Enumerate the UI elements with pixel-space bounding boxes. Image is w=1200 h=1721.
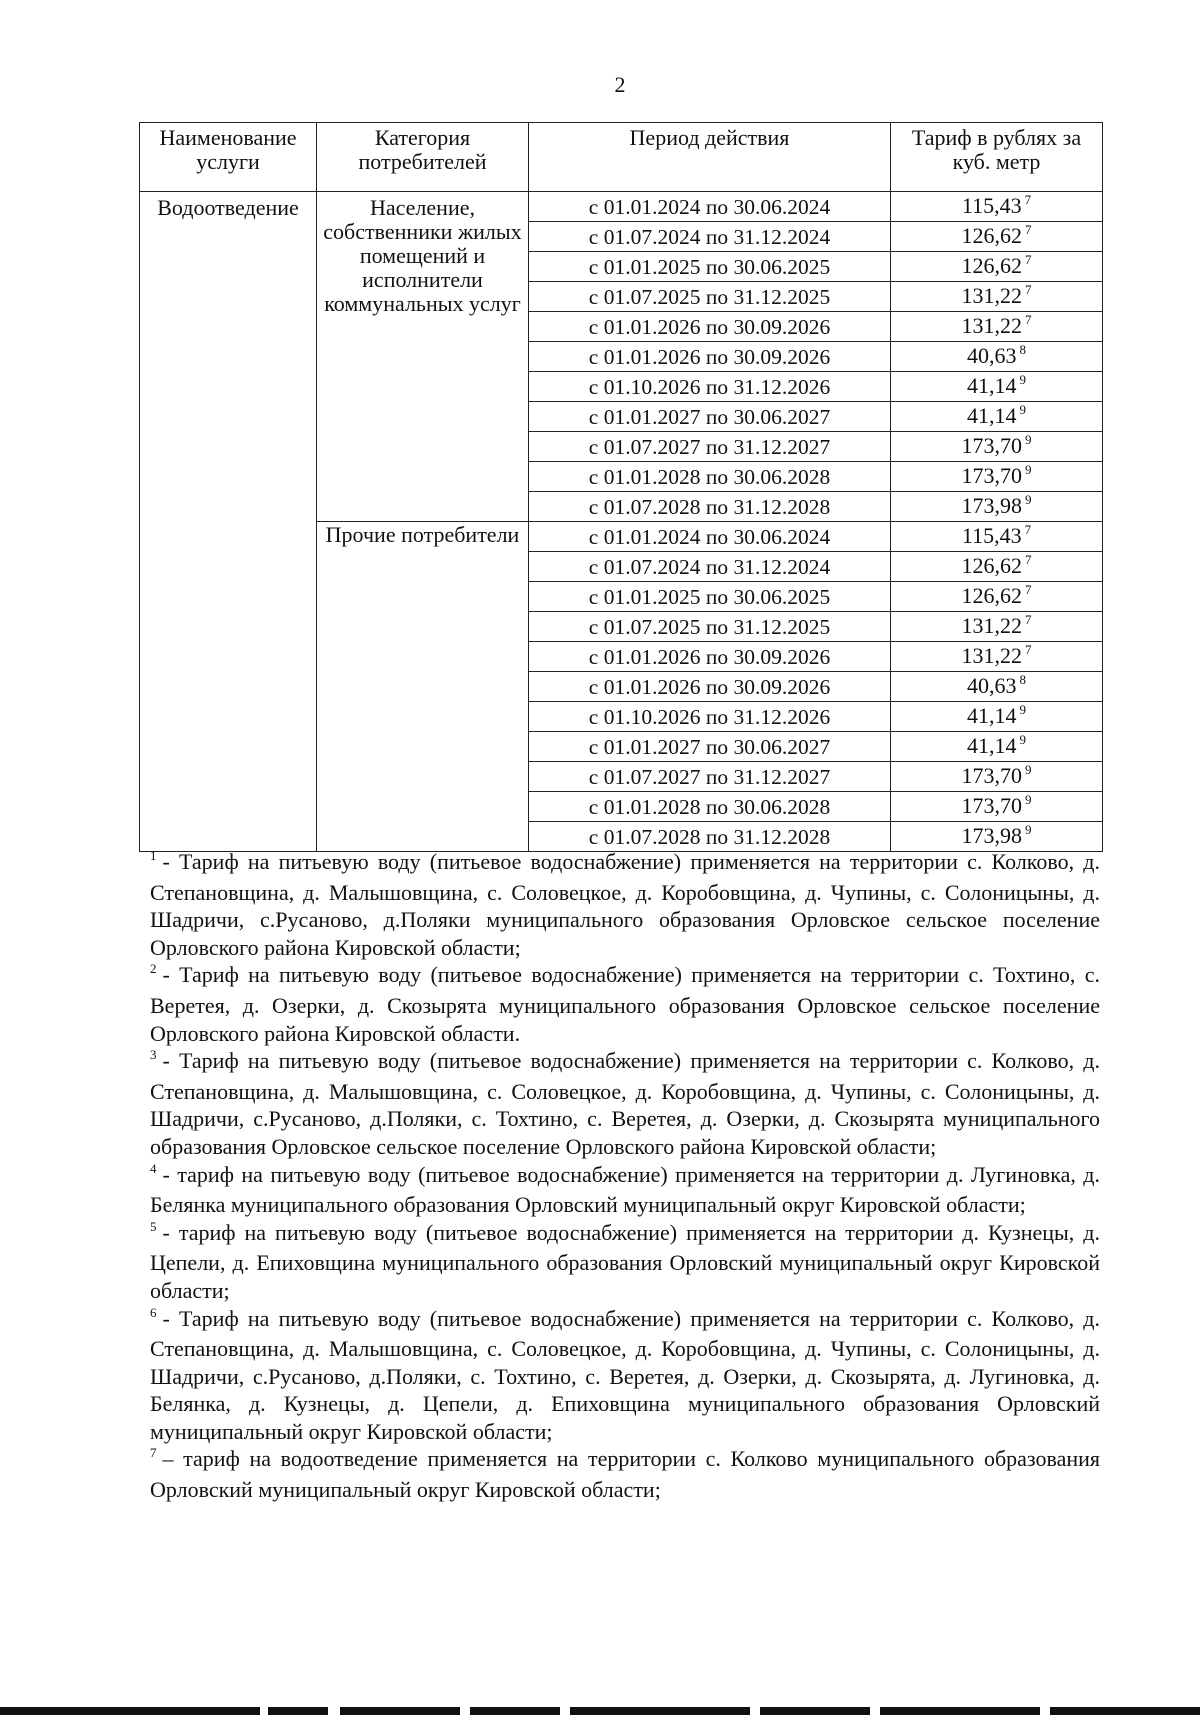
period-cell: с 01.01.2025 по 30.06.2025: [529, 582, 891, 612]
tariff-value: 173,70: [961, 432, 1022, 458]
tariff-note-ref: 7: [1025, 611, 1032, 627]
category-cell: Население, собственники жилых помещений и исполнители коммунальных услуг: [317, 192, 529, 522]
tariff-value: 131,22: [961, 312, 1022, 338]
tariff-cell: [891, 312, 1103, 342]
tariff-cell: [891, 222, 1103, 252]
footnote-text: - Тариф на питьевую воду (питьевое водоснабжение) применяется на территории с. Колково, д. Степановщина, д. Малышовщина, с. Соловецкое, д. Коробовщина, д. Чупины, с. Солоницыны, д. Шадричи, с.Русаново, д.Поляки, с. Тохтино, с. Веретея, д. Озерки, д. Скозырята, д. Лугиновка, д. Белянка, д. Кузнецы, д. Цепели, д. Епиховщина муниципального образования Орловский муниципальный округ Кировской области;: [150, 1305, 1100, 1444]
period-cell: с 01.07.2025 по 31.12.2025: [529, 282, 891, 312]
tariff-note-ref: 7: [1025, 221, 1032, 237]
tariff-cell: [891, 702, 1103, 732]
footnote-text: - тариф на питьевую воду (питьевое водоснабжение) применяется на территории д. Кузнецы, д. Цепели, д. Епиховщина муниципального образования Орловский муниципальный округ Кировской области;: [150, 1219, 1100, 1303]
tariff-value: 126,62: [961, 582, 1022, 608]
header-service: Наименование услуги: [140, 123, 317, 192]
tariff-value: 115,43: [961, 192, 1022, 218]
tariff-cell: [891, 612, 1103, 642]
scan-edge-strip: [0, 1701, 1200, 1721]
header-category: Категория потребителей: [317, 123, 529, 192]
tariff-cell: [891, 192, 1103, 222]
footnote-text: - Тариф на питьевую воду (питьевое водоснабжение) применяется на территории с. Тохтино, с. Веретея, д. Озерки, д. Скозырята муниципального образования Орловское сельское поселение Орловского района Кировской области.: [150, 962, 1100, 1046]
tariff-cell: [891, 372, 1103, 402]
tariff-value: 131,22: [961, 642, 1022, 668]
footnote: [150, 1305, 1100, 1446]
period-cell: с 01.07.2024 по 31.12.2024: [529, 222, 891, 252]
tariff-note-ref: 9: [1025, 791, 1032, 807]
footnote-number: 5: [150, 1218, 157, 1234]
period-cell: с 01.01.2024 по 30.06.2024: [529, 522, 891, 552]
tariff-cell: [891, 462, 1103, 492]
period-cell: с 01.01.2027 по 30.06.2027: [529, 402, 891, 432]
tariff-note-ref: 8: [1019, 671, 1026, 687]
tariff-cell: [891, 282, 1103, 312]
period-cell: с 01.07.2024 по 31.12.2024: [529, 552, 891, 582]
tariff-note-ref: 7: [1025, 551, 1032, 567]
tariff-note-ref: 7: [1025, 311, 1032, 327]
footnote: [150, 1047, 1100, 1160]
period-cell: с 01.01.2027 по 30.06.2027: [529, 732, 891, 762]
tariff-note-ref: 7: [1025, 281, 1032, 297]
tariff-note-ref: 9: [1025, 431, 1032, 447]
header-tariff: Тариф в рублях за куб. метр: [891, 123, 1103, 192]
tariff-cell: [891, 522, 1103, 552]
period-cell: с 01.01.2026 по 30.09.2026: [529, 672, 891, 702]
tariff-cell: [891, 402, 1103, 432]
tariff-value: 41,14: [967, 732, 1017, 758]
header-period: Период действия: [529, 123, 891, 192]
tariff-value: 173,70: [961, 762, 1022, 788]
tariff-note-ref: 9: [1019, 701, 1026, 717]
tariff-cell: [891, 432, 1103, 462]
page-number: 2: [614, 72, 626, 97]
tariff-value: 126,62: [961, 552, 1022, 578]
footnotes: [150, 848, 1100, 1504]
footnote-text: – тариф на водоотведение применяется на территории с. Колково муниципального образования Орловский муниципальный округ Кировской области;: [150, 1446, 1100, 1503]
tariff-note-ref: 9: [1025, 491, 1032, 507]
tariff-cell: [891, 342, 1103, 372]
tariff-value: 173,70: [961, 462, 1022, 488]
tariff-note-ref: 9: [1025, 761, 1032, 777]
tariff-cell: [891, 822, 1103, 852]
tariff-value: 131,22: [961, 612, 1022, 638]
period-cell: с 01.01.2026 по 30.09.2026: [529, 642, 891, 672]
tariff-value: 173,98: [961, 822, 1022, 848]
table-header-row: [140, 123, 1103, 192]
tariff-value: 126,62: [961, 222, 1022, 248]
table-body: [140, 192, 1103, 852]
footnote-number: 4: [150, 1160, 157, 1176]
tariff-note-ref: 7: [1025, 641, 1032, 657]
period-cell: с 01.07.2025 по 31.12.2025: [529, 612, 891, 642]
service-name-cell: Водоотведение: [140, 192, 317, 852]
tariff-value: 173,70: [961, 792, 1022, 818]
period-cell: с 01.07.2028 по 31.12.2028: [529, 822, 891, 852]
tariff-note-ref: 7: [1025, 251, 1032, 267]
table-row: [140, 192, 1103, 222]
tariff-cell: [891, 582, 1103, 612]
tariff-note-ref: 7: [1024, 191, 1032, 207]
tariff-note-ref: 9: [1019, 731, 1026, 747]
period-cell: с 01.10.2026 по 31.12.2026: [529, 702, 891, 732]
footnote-text: - Тариф на питьевую воду (питьевое водоснабжение) применяется на территории с. Колково, д. Степановщина, д. Малышовщина, с. Соловецкое, д. Коробовщина, д. Чупины, с. Солоницыны, д. Шадричи, с.Русаново, д.Поляки муниципального образования Орловское сельское поселение Орловского района Кировской области;: [150, 849, 1100, 960]
period-cell: с 01.01.2026 по 30.09.2026: [529, 342, 891, 372]
footnote-text: - Тариф на питьевую воду (питьевое водоснабжение) применяется на территории с. Колково, д. Степановщина, д. Малышовщина, с. Соловецкое, д. Коробовщина, д. Чупины, с. Солоницыны, д. Шадричи, с.Русаново, д.Поляки, с. Тохтино, с. Веретея, д. Озерки, д. Скозырята муниципального образования Орловское сельское поселение Орловского района Кировской области;: [150, 1048, 1100, 1159]
tariff-cell: [891, 552, 1103, 582]
tariff-note-ref: 9: [1025, 461, 1032, 477]
period-cell: с 01.10.2026 по 31.12.2026: [529, 372, 891, 402]
footnote-number: 6: [150, 1304, 157, 1320]
period-cell: с 01.07.2027 по 31.12.2027: [529, 762, 891, 792]
footnote-number: 3: [150, 1047, 157, 1063]
tariff-cell: [891, 792, 1103, 822]
footnote: [150, 1445, 1100, 1503]
tariff-cell: [891, 732, 1103, 762]
period-cell: с 01.01.2028 по 30.06.2028: [529, 792, 891, 822]
period-cell: с 01.01.2024 по 30.06.2024: [529, 192, 891, 222]
tariff-cell: [891, 492, 1103, 522]
tariff-cell: [891, 642, 1103, 672]
tariff-value: 40,63: [967, 342, 1017, 368]
period-cell: с 01.07.2028 по 31.12.2028: [529, 492, 891, 522]
tariff-note-ref: 9: [1019, 371, 1026, 387]
tariff-value: 40,63: [967, 672, 1017, 698]
tariff-value: 41,14: [967, 402, 1017, 428]
tariff-table: [139, 122, 1103, 852]
tariff-note-ref: 7: [1025, 581, 1032, 597]
footnote-number: 1: [150, 848, 157, 863]
tariff-value: 41,14: [967, 702, 1017, 728]
footnote: [150, 848, 1100, 961]
footnote-number: 2: [150, 961, 157, 977]
category-cell: Прочие потребители: [317, 522, 529, 852]
tariff-value: 41,14: [967, 372, 1017, 398]
tariff-note-ref: 7: [1024, 521, 1032, 537]
tariff-value: 115,43: [961, 522, 1022, 548]
tariff-value: 126,62: [961, 252, 1022, 278]
period-cell: с 01.07.2027 по 31.12.2027: [529, 432, 891, 462]
tariff-note-ref: 9: [1019, 401, 1026, 417]
tariff-note-ref: 8: [1019, 341, 1026, 357]
period-cell: с 01.01.2025 по 30.06.2025: [529, 252, 891, 282]
tariff-cell: [891, 672, 1103, 702]
tariff-note-ref: 9: [1025, 821, 1032, 837]
footnote: [150, 1161, 1100, 1219]
tariff-cell: [891, 252, 1103, 282]
period-cell: с 01.01.2026 по 30.09.2026: [529, 312, 891, 342]
tariff-value: 173,98: [961, 492, 1022, 518]
period-cell: с 01.01.2028 по 30.06.2028: [529, 462, 891, 492]
footnote-text: - тариф на питьевую воду (питьевое водоснабжение) применяется на территории д. Лугиновка, д. Белянка муниципального образования Орловский муниципальный округ Кировской области;: [150, 1161, 1100, 1218]
tariff-value: 131,22: [961, 282, 1022, 308]
tariff-cell: [891, 762, 1103, 792]
footnote: [150, 1219, 1100, 1305]
footnote-number: 7: [150, 1445, 157, 1461]
footnote: [150, 961, 1100, 1047]
